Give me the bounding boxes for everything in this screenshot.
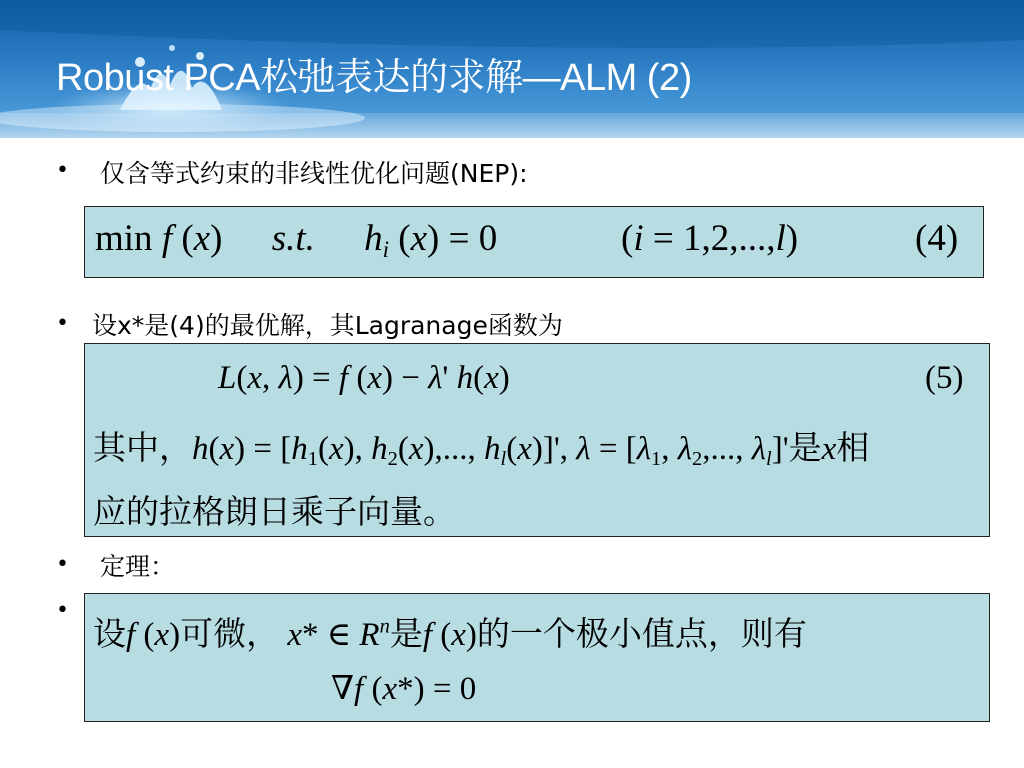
eq4-min: min — [95, 218, 153, 259]
eq4-st: s.t. — [271, 218, 315, 259]
eq5-number: (5) — [925, 360, 964, 396]
bullet-text-lagrange: 设x*是(4)的最优解，其Lagranage函数为 — [92, 311, 563, 340]
eq4-range: (i = 1,2,...,l) — [621, 218, 799, 259]
theorem-gradient-equation: ∇f (x*) = 0 — [331, 671, 477, 707]
eq5-line3: 应的拉格朗日乘子向量。 — [93, 492, 456, 531]
equation-4: min f (x) s.t. $h_i$ (x) = 0 — [95, 218, 498, 262]
bullet-dot: • — [56, 311, 69, 336]
banner-band — [0, 113, 1024, 138]
bullet-dot: • — [56, 552, 69, 577]
bullet-text-theorem: 定理： — [100, 552, 176, 581]
bullet-text-nep: 仅含等式约束的非线性优化问题(NEP): — [100, 159, 528, 188]
theorem-line1: 设f (x)可微， x* ∈ $R^n$是f (x)的一个极小值点，则有 — [93, 614, 807, 653]
eq4-number: (4) — [915, 218, 959, 259]
eq5-definition: 其中，$h(x) = [h_1(x)$, $h_2(x)$,..., $h_l(x)]'$, $\lambda = [\lambda_1$, $\lambda_2$,..., $\lambda_l]'$是x相 — [93, 428, 870, 471]
bullet-dot: • — [56, 598, 69, 623]
equation-5-box — [84, 343, 990, 537]
page-title: Robust PCA松弛表达的求解—ALM (2) — [56, 57, 692, 99]
bullet-dot: • — [56, 158, 69, 183]
equation-4-box — [84, 206, 984, 278]
theorem-box — [84, 593, 990, 722]
equation-5: L(x, λ) = f (x) − λ' h(x) — [218, 360, 510, 396]
